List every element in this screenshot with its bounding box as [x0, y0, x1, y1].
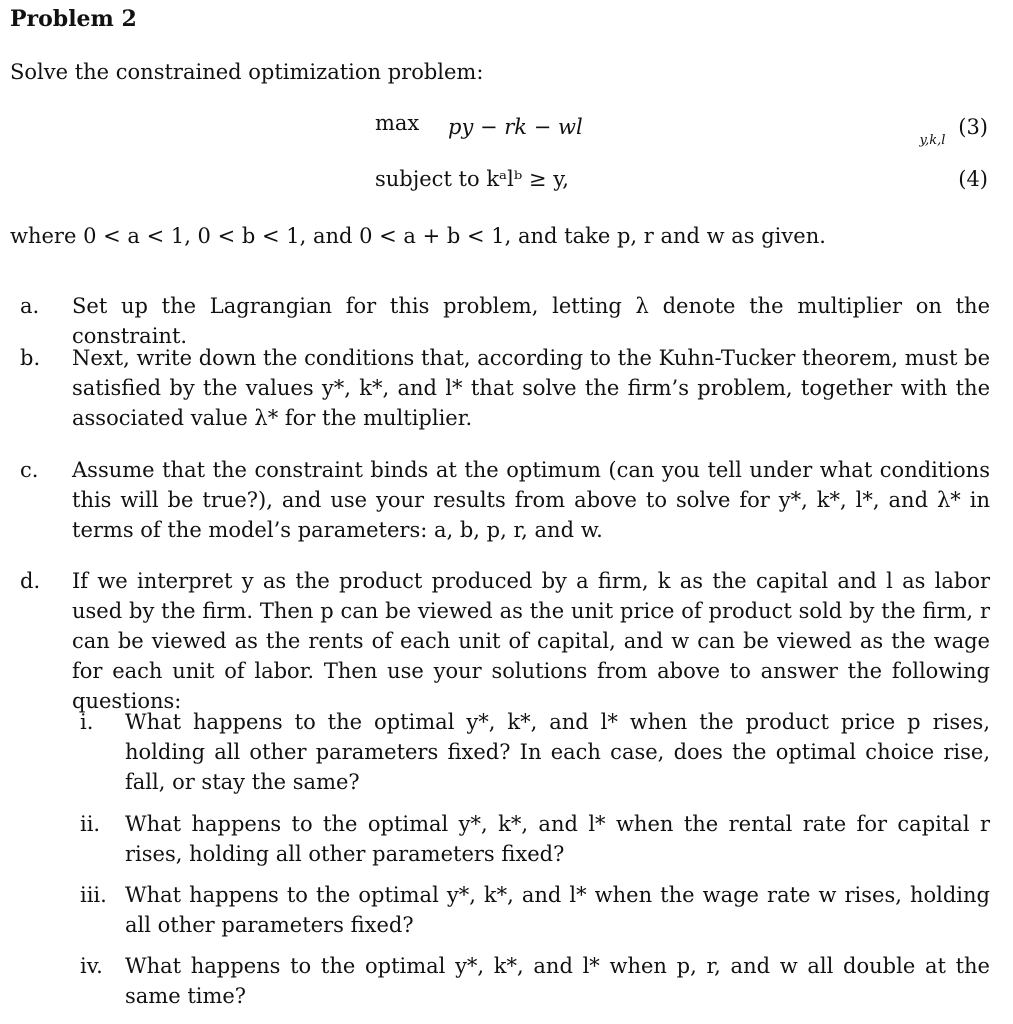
subitem-marker: i.	[80, 710, 94, 734]
question-item-b	[20, 343, 990, 433]
item-marker: a.	[20, 294, 40, 318]
equation-number-4: (4)	[958, 167, 988, 191]
item-marker: d.	[20, 569, 41, 593]
subitem-marker: iii.	[80, 883, 107, 907]
subitem-text: What happens to the optimal y*, k*, and l* when the rental rate for capital r rises, holding all other parameters fixed?	[125, 812, 990, 866]
subitem-text: What happens to the optimal y*, k*, and l* when p, r, and w all double at the same time?	[125, 954, 990, 1008]
question-subitem-ii	[80, 809, 990, 869]
equation-number-3: (3)	[958, 115, 988, 139]
subitem-marker: ii.	[80, 812, 101, 836]
question-item-d	[20, 566, 990, 716]
max-label: max	[375, 111, 420, 135]
problem-intro: Solve the constrained optimization problem:	[10, 60, 484, 84]
max-subscript: y,k,l	[919, 133, 946, 148]
item-text: If we interpret y as the product produced by a firm, k as the capital and l as labor used by the firm. Then p can be viewed as the unit price of product sold by the firm, r can be viewed as the rents of each unit of capital, and w can be viewed as the wage for each unit of labor. Then use your solutions from above to answer the following questions:	[72, 569, 990, 713]
question-item-c	[20, 455, 990, 545]
constraint-expression: subject to kᵃlᵇ ≥ y,	[375, 167, 569, 191]
objective-expression: py − rk − wl	[448, 115, 583, 139]
constraint-equation	[0, 164, 1013, 204]
question-subitem-i	[80, 707, 990, 797]
question-subitem-iv	[80, 951, 990, 1011]
question-item-a	[20, 291, 990, 351]
parameter-conditions: where 0 < a < 1, 0 < b < 1, and 0 < a + b < 1, and take p, r and w as given.	[10, 224, 826, 248]
item-marker: c.	[20, 458, 39, 482]
subitem-text: What happens to the optimal y*, k*, and l* when the wage rate w rises, holding all other parameters fixed?	[125, 883, 990, 937]
question-subitem-iii	[80, 880, 990, 940]
objective-equation	[0, 112, 1013, 152]
problem-title: Problem 2	[10, 6, 137, 32]
subitem-marker: iv.	[80, 954, 103, 978]
item-text: Assume that the constraint binds at the optimum (can you tell under what conditions this will be true?), and use your results from above to solve for y*, k*, l*, and λ* in terms of the model’s parameters: a, b, p, r, and w.	[72, 458, 990, 542]
subitem-text: What happens to the optimal y*, k*, and l* when the product price p rises, holding all other parameters fixed? In each case, does the optimal choice rise, fall, or stay the same?	[125, 710, 990, 794]
item-text: Set up the Lagrangian for this problem, letting λ denote the multiplier on the constraint.	[72, 294, 990, 348]
item-marker: b.	[20, 346, 41, 370]
item-text: Next, write down the conditions that, according to the Kuhn-Tucker theorem, must be satisfied by the values y*, k*, and l* that solve the firm’s problem, together with the associated value λ* for the multiplier.	[72, 346, 990, 430]
